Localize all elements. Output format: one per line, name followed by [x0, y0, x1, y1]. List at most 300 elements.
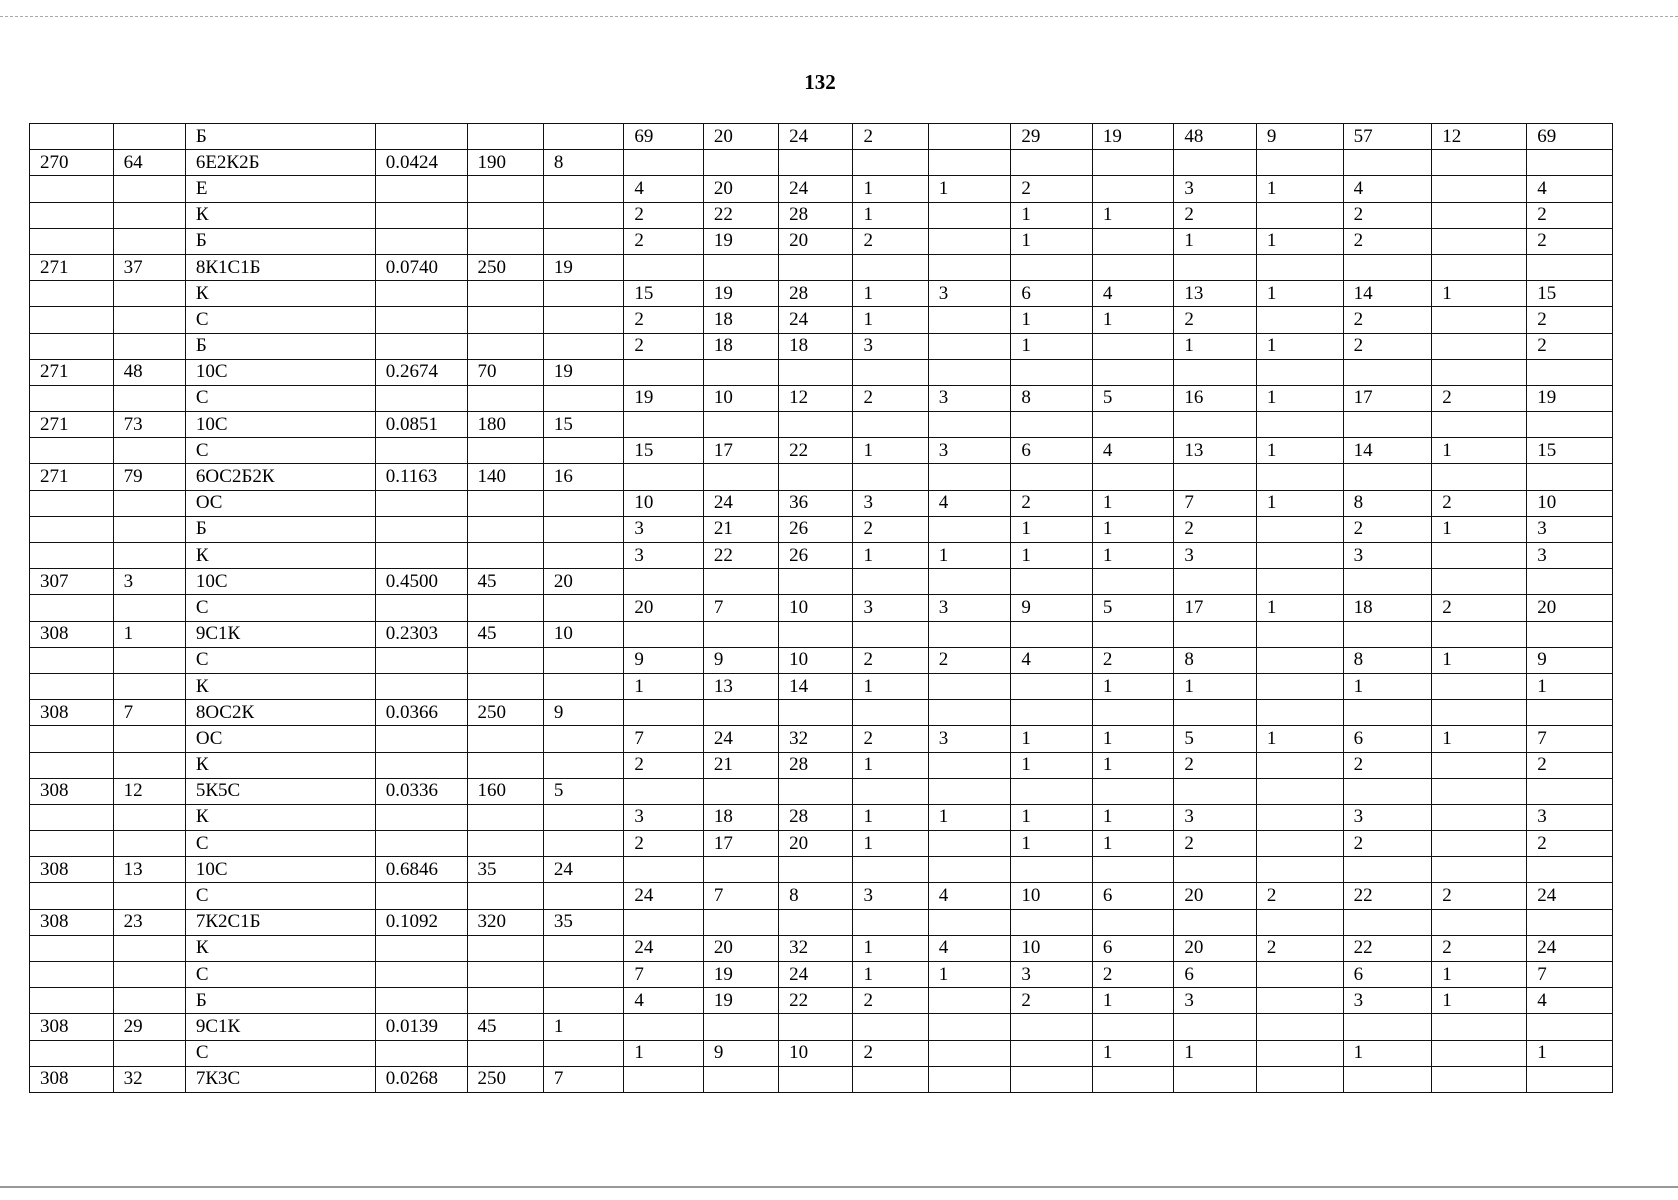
table-cell [928, 1014, 1011, 1040]
table-cell: 48 [1174, 124, 1257, 150]
table-cell: 7 [1174, 490, 1257, 516]
table-cell: К [185, 543, 375, 569]
table-cell: 57 [1343, 124, 1432, 150]
table-cell: 4 [1343, 176, 1432, 202]
table-cell [928, 700, 1011, 726]
table-cell [1174, 1066, 1257, 1092]
table-cell: 1 [853, 962, 928, 988]
scan-edge-top [0, 16, 1678, 17]
table-cell [1011, 1040, 1093, 1066]
table-cell: 2 [1256, 935, 1343, 961]
table-cell [1432, 333, 1527, 359]
table-cell: 28 [779, 804, 853, 830]
table-cell [624, 909, 703, 935]
table-cell [1092, 778, 1174, 804]
table-cell [1011, 150, 1093, 176]
table-row [30, 883, 1613, 909]
table-cell: 64 [113, 150, 185, 176]
table-cell: 24 [624, 883, 703, 909]
table-cell: 1 [1092, 752, 1174, 778]
table-cell: 1 [853, 804, 928, 830]
table-cell [1011, 254, 1093, 280]
table-cell [1174, 359, 1257, 385]
table-cell [467, 490, 543, 516]
table-cell [375, 935, 467, 961]
table-cell: 8 [1343, 490, 1432, 516]
table-cell: 10 [543, 621, 623, 647]
table-cell: 1 [1432, 726, 1527, 752]
table-cell [467, 202, 543, 228]
table-cell [703, 909, 778, 935]
table-cell: 24 [703, 490, 778, 516]
table-cell [113, 726, 185, 752]
table-cell: 5 [1092, 595, 1174, 621]
table-cell [113, 673, 185, 699]
table-cell [1174, 700, 1257, 726]
table-cell [1174, 569, 1257, 595]
table-cell [375, 752, 467, 778]
table-cell: Б [185, 228, 375, 254]
table-cell [1174, 254, 1257, 280]
table-cell: 70 [467, 359, 543, 385]
table-cell: ОС [185, 490, 375, 516]
table-cell: 2 [1432, 490, 1527, 516]
table-cell [467, 883, 543, 909]
table-cell: 2 [1432, 385, 1527, 411]
table-cell: 271 [30, 359, 114, 385]
table-cell [1174, 909, 1257, 935]
table-row [30, 673, 1613, 699]
table-cell: 0.0366 [375, 700, 467, 726]
table-cell [1256, 1014, 1343, 1040]
table-cell [1432, 228, 1527, 254]
table-cell [1092, 254, 1174, 280]
table-cell: 1 [1256, 490, 1343, 516]
table-cell: 20 [703, 935, 778, 961]
table-cell [1432, 254, 1527, 280]
table-cell: 14 [779, 673, 853, 699]
table-cell [375, 202, 467, 228]
table-cell [113, 176, 185, 202]
table-cell [703, 1014, 778, 1040]
table-cell: 19 [703, 228, 778, 254]
table-row [30, 307, 1613, 333]
table-cell [624, 254, 703, 280]
table-cell: 3 [928, 281, 1011, 307]
table-row [30, 935, 1613, 961]
table-cell: 1 [1256, 385, 1343, 411]
table-cell: 8 [543, 150, 623, 176]
table-cell: 10С [185, 412, 375, 438]
table-cell: С [185, 438, 375, 464]
table-cell [1432, 700, 1527, 726]
table-cell [1092, 412, 1174, 438]
table-cell: 15 [1527, 438, 1613, 464]
table-cell [1256, 647, 1343, 673]
table-cell [543, 385, 623, 411]
table-cell: 24 [779, 124, 853, 150]
table-cell: 13 [1174, 438, 1257, 464]
table-row [30, 804, 1613, 830]
table-cell [30, 647, 114, 673]
table-cell [543, 516, 623, 542]
table-cell: 24 [779, 962, 853, 988]
table-cell: 1 [1092, 307, 1174, 333]
table-cell: 7 [624, 726, 703, 752]
table-cell [1174, 857, 1257, 883]
table-row [30, 254, 1613, 280]
table-row [30, 621, 1613, 647]
table-row [30, 228, 1613, 254]
table-cell: 0.0336 [375, 778, 467, 804]
table-cell: 308 [30, 778, 114, 804]
table-cell [1174, 464, 1257, 490]
table-cell: 3 [1343, 543, 1432, 569]
table-cell: 1 [1256, 281, 1343, 307]
table-cell: 1 [1011, 228, 1093, 254]
table-cell: 22 [703, 543, 778, 569]
table-cell [467, 831, 543, 857]
table-cell [113, 962, 185, 988]
table-cell [1527, 464, 1613, 490]
table-cell: 2 [853, 124, 928, 150]
table-cell [1432, 857, 1527, 883]
table-cell: 19 [624, 385, 703, 411]
table-cell: 45 [467, 569, 543, 595]
table-cell [779, 621, 853, 647]
table-cell: 180 [467, 412, 543, 438]
table-cell [1092, 464, 1174, 490]
table-cell: 17 [703, 438, 778, 464]
table-cell: 3 [1527, 516, 1613, 542]
table-cell [375, 124, 467, 150]
table-cell [853, 464, 928, 490]
table-cell: 24 [779, 307, 853, 333]
table-cell: 2 [1092, 962, 1174, 988]
table-cell [703, 857, 778, 883]
table-cell: 2 [624, 202, 703, 228]
table-cell: 1 [1432, 988, 1527, 1014]
table-cell: 1 [1527, 1040, 1613, 1066]
table-cell: 18 [779, 333, 853, 359]
table-cell [1432, 543, 1527, 569]
table-cell [467, 307, 543, 333]
table-cell: 2 [1527, 333, 1613, 359]
table-cell [467, 124, 543, 150]
table-cell [30, 176, 114, 202]
table-cell [467, 647, 543, 673]
table-cell: 3 [928, 595, 1011, 621]
table-cell: 1 [928, 804, 1011, 830]
table-cell [30, 883, 114, 909]
table-cell [1432, 909, 1527, 935]
table-cell [624, 569, 703, 595]
table-cell: 3 [1011, 962, 1093, 988]
table-cell [1343, 1014, 1432, 1040]
table-cell: 19 [703, 962, 778, 988]
table-cell: 2 [1527, 307, 1613, 333]
table-cell: 21 [703, 516, 778, 542]
table-row [30, 647, 1613, 673]
table-cell [779, 464, 853, 490]
table-cell [1092, 1014, 1174, 1040]
table-cell: 22 [703, 202, 778, 228]
table-cell: 2 [1343, 516, 1432, 542]
table-cell: 1 [113, 621, 185, 647]
table-cell [928, 831, 1011, 857]
table-cell [853, 621, 928, 647]
table-cell: 1 [1092, 516, 1174, 542]
table-cell [375, 831, 467, 857]
table-cell: 18 [703, 333, 778, 359]
table-cell [1174, 1014, 1257, 1040]
table-cell: 0.0424 [375, 150, 467, 176]
table-cell [1527, 150, 1613, 176]
table-cell [703, 569, 778, 595]
table-cell: 10 [1527, 490, 1613, 516]
table-cell: 6 [1092, 883, 1174, 909]
table-cell: 4 [928, 935, 1011, 961]
table-cell: 0.2303 [375, 621, 467, 647]
table-cell [375, 490, 467, 516]
table-cell: 20 [703, 176, 778, 202]
page-number: 132 [804, 70, 836, 94]
table-cell [467, 281, 543, 307]
table-cell [113, 831, 185, 857]
table-cell [1343, 1066, 1432, 1092]
table-cell: Е [185, 176, 375, 202]
table-cell: 2 [1174, 516, 1257, 542]
table-cell [543, 228, 623, 254]
table-cell: 16 [1174, 385, 1257, 411]
table-cell: Б [185, 516, 375, 542]
table-cell [1343, 412, 1432, 438]
table-cell: С [185, 385, 375, 411]
table-row [30, 385, 1613, 411]
table-cell [543, 176, 623, 202]
table-cell [113, 516, 185, 542]
table-cell [1256, 464, 1343, 490]
table-cell: 69 [624, 124, 703, 150]
table-cell: 1 [1432, 647, 1527, 673]
table-cell: 3 [853, 883, 928, 909]
table-cell: 2 [1343, 831, 1432, 857]
table-cell: 20 [1174, 935, 1257, 961]
table-cell: 1 [1256, 176, 1343, 202]
table-cell: К [185, 673, 375, 699]
table-cell [30, 281, 114, 307]
table-cell: 308 [30, 700, 114, 726]
table-cell [543, 673, 623, 699]
table-cell [375, 543, 467, 569]
table-cell [928, 228, 1011, 254]
table-cell [113, 595, 185, 621]
table-cell: 45 [467, 621, 543, 647]
table-cell [1432, 202, 1527, 228]
table-cell: 13 [1174, 281, 1257, 307]
table-cell [30, 595, 114, 621]
table-cell: 1 [1256, 228, 1343, 254]
table-cell [113, 543, 185, 569]
table-cell [113, 647, 185, 673]
table-row [30, 124, 1613, 150]
table-cell: 12 [113, 778, 185, 804]
table-cell [928, 254, 1011, 280]
table-cell [1011, 621, 1093, 647]
table-cell: 1 [1011, 516, 1093, 542]
table-cell: 3 [624, 543, 703, 569]
table-cell [375, 385, 467, 411]
table-cell: 10 [1011, 883, 1093, 909]
table-cell: С [185, 962, 375, 988]
table-cell [853, 254, 928, 280]
table-cell [1343, 254, 1432, 280]
table-cell: 1 [543, 1014, 623, 1040]
table-cell [1432, 1040, 1527, 1066]
table-cell [703, 1066, 778, 1092]
table-cell: 1 [853, 307, 928, 333]
table-cell: 24 [703, 726, 778, 752]
table-cell [30, 333, 114, 359]
table-cell [375, 673, 467, 699]
table-cell [113, 490, 185, 516]
table-cell: 7 [543, 1066, 623, 1092]
table-cell: 14 [1343, 281, 1432, 307]
table-cell: 1 [1256, 438, 1343, 464]
table-cell [1256, 621, 1343, 647]
table-cell: 1 [1092, 490, 1174, 516]
table-cell: 0.1163 [375, 464, 467, 490]
table-row [30, 778, 1613, 804]
table-cell: 308 [30, 857, 114, 883]
table-cell: 5 [1092, 385, 1174, 411]
table-cell [1432, 804, 1527, 830]
table-cell [30, 831, 114, 857]
table-cell: 14 [1343, 438, 1432, 464]
table-cell: 28 [779, 281, 853, 307]
table-cell [1092, 150, 1174, 176]
table-cell [1527, 412, 1613, 438]
table-cell: 32 [779, 935, 853, 961]
table-cell [1527, 1014, 1613, 1040]
table-cell: 160 [467, 778, 543, 804]
table-cell [1256, 700, 1343, 726]
table-cell: 2 [853, 647, 928, 673]
table-cell: 1 [1011, 202, 1093, 228]
table-cell: 69 [1527, 124, 1613, 150]
table-cell [1432, 307, 1527, 333]
table-cell [1432, 673, 1527, 699]
table-cell [113, 124, 185, 150]
table-cell: 10 [624, 490, 703, 516]
table-cell [375, 883, 467, 909]
table-cell [1432, 412, 1527, 438]
table-cell: 3 [1343, 988, 1432, 1014]
table-cell [1256, 202, 1343, 228]
table-cell: 1 [1092, 804, 1174, 830]
table-cell: 15 [543, 412, 623, 438]
table-cell [703, 464, 778, 490]
table-cell [779, 569, 853, 595]
table-cell: 8 [779, 883, 853, 909]
table-cell [1256, 962, 1343, 988]
table-cell [543, 988, 623, 1014]
table-cell [1343, 621, 1432, 647]
table-cell: 20 [779, 831, 853, 857]
table-cell: 0.0740 [375, 254, 467, 280]
table-cell: 7 [703, 883, 778, 909]
table-cell [1343, 909, 1432, 935]
table-cell [928, 778, 1011, 804]
table-cell: 3 [1527, 543, 1613, 569]
table-cell [113, 752, 185, 778]
table-cell: 17 [1174, 595, 1257, 621]
table-cell: 250 [467, 254, 543, 280]
table-cell [1527, 569, 1613, 595]
table-cell: 19 [703, 281, 778, 307]
table-cell: 6 [1092, 935, 1174, 961]
table-cell [1092, 176, 1174, 202]
table-cell: 1 [624, 1040, 703, 1066]
table-cell [1256, 412, 1343, 438]
table-cell: 1 [853, 438, 928, 464]
table-cell [779, 909, 853, 935]
table-cell: 0.0268 [375, 1066, 467, 1092]
table-cell [928, 988, 1011, 1014]
table-cell: 1 [928, 543, 1011, 569]
table-cell: 4 [1527, 988, 1613, 1014]
table-cell: 320 [467, 909, 543, 935]
table-cell: 24 [543, 857, 623, 883]
table-cell: 271 [30, 412, 114, 438]
table-row [30, 150, 1613, 176]
table-cell [779, 359, 853, 385]
table-cell [1092, 700, 1174, 726]
table-cell [1011, 778, 1093, 804]
table-cell [30, 516, 114, 542]
table-cell: 13 [703, 673, 778, 699]
table-cell: 7 [1527, 726, 1613, 752]
table-cell [928, 202, 1011, 228]
table-cell: 9 [624, 647, 703, 673]
table-cell: 271 [30, 464, 114, 490]
table-cell: 73 [113, 412, 185, 438]
table-cell: 2 [1527, 831, 1613, 857]
table-cell [779, 412, 853, 438]
table-cell [543, 804, 623, 830]
table-cell: 48 [113, 359, 185, 385]
table-cell [467, 935, 543, 961]
table-cell [113, 438, 185, 464]
table-cell: 7 [1527, 962, 1613, 988]
table-row [30, 412, 1613, 438]
table-cell: 6 [1011, 281, 1093, 307]
table-cell [1343, 150, 1432, 176]
table-cell: К [185, 202, 375, 228]
table-cell [467, 595, 543, 621]
table-cell [30, 962, 114, 988]
table-cell: 1 [1011, 543, 1093, 569]
table-cell [375, 726, 467, 752]
table-row [30, 464, 1613, 490]
table-cell [624, 857, 703, 883]
table-cell [467, 228, 543, 254]
table-cell [624, 359, 703, 385]
table-cell [113, 935, 185, 961]
table-row [30, 700, 1613, 726]
table-cell [1256, 1066, 1343, 1092]
table-row [30, 726, 1613, 752]
